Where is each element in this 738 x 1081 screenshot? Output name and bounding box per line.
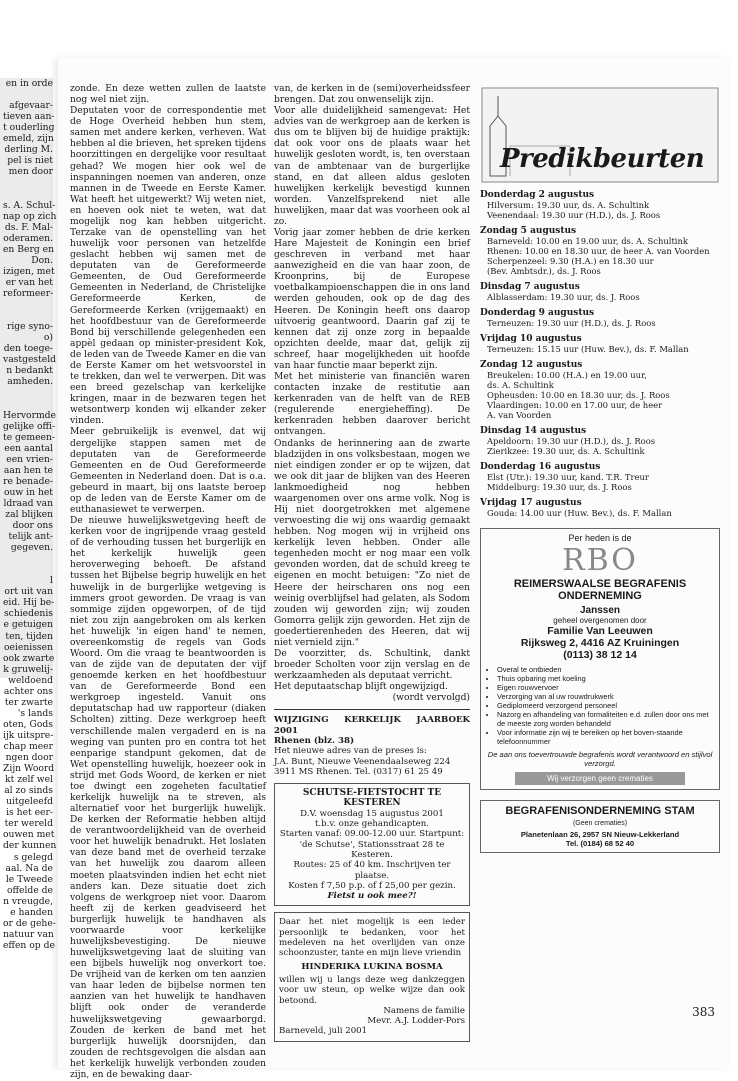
predikbeurt-entry <box>480 308 720 328</box>
prev-page-line: aan hen te <box>3 464 53 476</box>
ad1-top: Per heden is de <box>568 533 632 543</box>
predikbeurt-detail: Terneuzen: 19.30 uur (H.D.), ds. J. Roos <box>487 318 656 328</box>
prev-page-line: weldoend <box>8 674 53 686</box>
divider <box>274 709 470 710</box>
ad1-addr: Rijksweg 2, 4416 AZ Kruiningen <box>520 637 680 649</box>
dank-line: Namens de familie <box>383 1005 465 1016</box>
dank-line: Daar het niet mogelijk is een ieder persoonlijk te bedanken, voor het medeleven na het overlijden van onze schoonzuster, tante en mijn lieve vriendin <box>279 917 465 959</box>
prev-page-line: t ouderling <box>3 122 55 134</box>
dank-line: Barneveld, juli 2001 <box>279 1026 368 1037</box>
predikbeurten-title: Predikbeurten <box>500 144 705 174</box>
prev-page-line: schiedenis <box>3 608 53 620</box>
dankbetuiging-box <box>274 912 470 1041</box>
prev-page-line: aal. Na de <box>5 862 53 874</box>
col1-para: zonde. En deze wetten zullen de laatste nog wel niet zijn. <box>70 84 266 106</box>
prev-page-line: ten, tijden <box>5 630 53 642</box>
col2-para: van, de kerken in de (semi)overheidssfeer brengen. Dat zou onwenselijk zijn. <box>274 84 470 106</box>
fiets-slogan: Fietst u ook mee?! <box>327 891 417 902</box>
predikbeurt-detail: Middelburg: 19.30 uur, ds. J. Roos <box>487 482 632 492</box>
prev-page-line: natuur van <box>3 928 54 940</box>
jaarboek-notice <box>274 715 470 777</box>
prev-page-line: oderamen. <box>3 232 53 244</box>
fiets-line: Starten vanaf: 09.00-12.00 uur. Startpunt: <box>279 829 465 840</box>
predikbeurt-detail: Rhenen: 10.00 en 18.30 uur, de heer A. van Voorden <box>487 246 710 256</box>
prev-page-line: ouwen met <box>3 829 55 841</box>
prev-page-line: Zijn Woord <box>3 763 55 775</box>
previous-page-strip <box>0 78 57 951</box>
prev-page-line: ter wereld <box>4 818 53 830</box>
dank-line: willen wij u langs deze weg dankzeggen voor uw steun, op welke wijze dan ook betoond. <box>279 974 465 1006</box>
prev-page-line: en in orde <box>5 78 53 89</box>
ad1-bullet: • Eigen rouwvervoer <box>497 683 715 692</box>
predikbeurt-entry <box>480 282 720 302</box>
predikbeurt-detail: Scherpenzeel: 9.30 (H.A.) en 18.30 uur <box>487 256 654 266</box>
prev-page-line: al zo sinds <box>4 785 53 797</box>
predikbeurt-date: Dinsdag 14 augustus <box>480 426 587 436</box>
prev-page-line: ort uit van <box>4 586 53 598</box>
predikbeurt-entry <box>480 334 720 354</box>
prev-page-line: nap op zich <box>3 210 57 222</box>
predikbeurt-entry <box>480 498 720 518</box>
predikbeurt-detail: Breukelen: 10.00 (H.A.) en 19.00 uur, <box>487 370 647 380</box>
ad1-owner: Janssen <box>579 605 621 616</box>
ad1-bullets <box>485 665 715 746</box>
prev-page-line: gegeven. <box>10 542 53 554</box>
prev-page-line: afgevaar- <box>9 100 53 112</box>
predikbeurt-date: Donderdag 2 augustus <box>480 190 595 200</box>
prev-page-line: l <box>50 575 53 587</box>
prev-page-line: zal blijken <box>5 508 53 520</box>
prev-page-line: e getuigen <box>3 619 53 631</box>
prev-page-line: amheden. <box>7 376 53 388</box>
ad1-sub: geheel overgenomen door <box>553 616 647 625</box>
predikbeurt-date: Zondag 5 augustus <box>480 226 577 236</box>
col2-para: De voorzitter, ds. Schultink, dankt broeder Scholten voor zijn verslag en de werkzaamheden als deputaat verricht. <box>274 648 470 682</box>
prev-page-line: re benade- <box>3 475 53 487</box>
prev-page-line: offelde de <box>7 884 53 896</box>
ad-reimerswaalse <box>480 528 720 790</box>
ad1-bullet: • Thuis opbaring met koeling <box>497 674 715 683</box>
prev-page-line: oten, Gods <box>3 718 53 730</box>
fietstocht-box <box>274 783 470 906</box>
predikbeurt-detail: Opheusden: 10.00 en 18.30 uur, ds. J. Roos <box>487 390 670 400</box>
predikbeurt-entry <box>480 190 720 220</box>
column-1 <box>70 84 266 1081</box>
prev-page-line: izigen, met <box>3 265 55 277</box>
prev-page-line: ds. F. Mal- <box>4 221 53 233</box>
prev-page-line: 's lands <box>17 707 53 719</box>
prev-page-line: men door <box>8 166 53 178</box>
predikbeurt-detail: Elst (Utr.): 19.30 uur, kand. T.R. Treur <box>487 472 649 482</box>
ad1-bullet: • Nazorg en afhandeling van formaliteiten e.d. zullen door ons met de meeste zorg worden behandeld <box>497 710 715 728</box>
prev-page-line: or de gehe- <box>3 917 56 929</box>
prev-page-line: ook zwarte <box>3 652 55 664</box>
prev-page-line: n bedankt <box>6 365 53 377</box>
col1-para: De nieuwe huwelijkswetgeving heeft de kerken voor de ingrijpende vraag gesteld of de verhouding tussen het burgerlijk en het kerkelijk huwelijk geen heroverweging behoeft. De afstand tussen het Bijbelse begrip huwelijk en het huwelijk in de burgerlijke wetgeving is immers groot geworden. De vraag is van sommige zijden opgeworpen, of de tijd niet zou zijn aangebroken om als kerken het huwelijk 'in eigen hand' te nemen, overeenkomstig de regels van Gods Woord. Om die vraag te beantwoorden is van de zijde van de deputaten der vijf genoemde kerken en het hoofdbestuur van de Gereformeerde Bond een werkgroep ingesteld. Vanuit ons deputatschap had uw rapporteur (diaken Scholten) zitting. Deze werkgroep heeft verschillende malen vergaderd en is na weging van punten pro en contra tot het eenparige standpunt gekomen, dat de Wet openstelling huwelijk, hoezeer ook in strijd met Gods Woord, de kerken er niet toe dwingt een zogeheten facultatief kerkelijk huwelijk na te streven, als alternatief voor het burgerlijk huwelijk. De kerken der Reformatie hebben altijd de verantwoordelijkheid van de overheid voor het huwelijk benadrukt. Het loslaten van deze band met de overheid terzake van het huwelijk zou daarom alleen moeten plaatsvinden indien het echt niet anders kan. Deze situatie doet zich volgens de werkgroep niet voor. Daarom heeft zij de kerken geadviseerd het burgerlijk huwelijk te handhaven als voorwaarde voor kerkelijke huwelijksbevestiging. De nieuwe huwelijkswetgeving laat de sluiting van een bijbels huwelijk nog onverkort toe. De vrijheid van de kerken om ten aanzien van haar leden de bijbelse normen ten aanzien van het huwelijk te handhaven blijft ook onder de veranderde huwelijkswetgeving gewaarborgd. Zouden de kerken de band met het burgerlijk huwelijk doorsnijden, dan zouden de rechtsgevolgen die alsdan aan het kerkelijk huwelijk verbonden zouden zijn, en de bewaking daar- <box>70 516 266 1080</box>
predikbeurt-detail: (Bev. Ambtsdr.), ds. J. Roos <box>487 266 601 276</box>
predikbeurten-list <box>480 190 720 518</box>
fiets-line: Routes: 25 of 40 km. Inschrijven ter plaatse. <box>293 860 451 881</box>
predikbeurt-entry <box>480 226 720 276</box>
ad1-tel: (0113) 38 12 14 <box>563 649 637 661</box>
ad1-bullet: • Overal te ontbieden <box>497 665 715 674</box>
predikbeurt-date: Donderdag 9 augustus <box>480 308 595 318</box>
jaarboek-line: 3911 MS Rhenen. Tel. (0317) 61 25 49 <box>274 766 443 777</box>
prev-page-line: oeienissen <box>4 641 53 653</box>
prev-page-line: ijk uitspre- <box>3 729 54 741</box>
ad2-tel: Tel. (0184) 68 52 40 <box>565 839 635 848</box>
fiets-title: SCHUTSE-FIETSTOCHT TE KESTEREN <box>302 788 442 809</box>
rbo-logo: RBO <box>562 543 638 578</box>
ad1-bullet: • Gediplomeerd verzorgend personeel <box>497 701 715 710</box>
ad2-sub: (Geen crematies) <box>572 820 628 827</box>
fiets-line: D.V. woensdag 15 augustus 2001 <box>300 808 444 819</box>
ad1-bullet: • Voor informatie zijn wij te bereiken op het boven-staande telefoonnummer <box>497 728 715 746</box>
prev-page-line: emeld, zijn <box>3 133 54 145</box>
dank-name: HINDERIKA LUKINA BOSMA <box>301 961 443 972</box>
predikbeurt-detail: Alblasserdam: 19.30 uur, ds. J. Roos <box>487 292 640 302</box>
predikbeurt-detail: A. van Voorden <box>487 410 552 420</box>
ad1-bullet: • Verzorging van al uw rouwdrukwerk <box>497 692 715 701</box>
ad1-note: De aan ons toevertrouwde begrafenis wordt verantwoord en stijlvol verzorgd. <box>487 750 713 768</box>
prev-page-line: derling M. <box>4 144 53 156</box>
prev-page-line: chap meer <box>3 741 53 752</box>
predikbeurt-detail: Zierikzee: 19.30 uur, ds. A. Schultink <box>487 446 645 456</box>
prev-page-line: Hervormde <box>3 409 56 421</box>
predikbeurt-detail: ds. A. Schultink <box>487 380 554 390</box>
page-number: 383 <box>692 1005 715 1019</box>
prev-page-line: der kunnen <box>3 840 57 852</box>
jaarboek-line: Het nieuwe adres van de preses is: <box>274 746 427 757</box>
prev-page-line: rige syno- <box>6 321 53 333</box>
prev-page-line: den toege- <box>3 343 53 355</box>
prev-page-line: er van het <box>5 276 53 288</box>
ad2-name: BEGRAFENISONDERNEMING STAM <box>505 805 695 817</box>
prev-page-line: kt zelf wel <box>5 774 53 786</box>
prev-page-line: telijk ant- <box>8 531 53 543</box>
prev-page-line: n vreugde, <box>3 895 53 907</box>
col2-para: Ondanks de herinnering aan de zwarte bladzijden in ons volksbestaan, mogen we niet eindigen zonder er op te wijzen, dat we ook dit jaar de blijken van des Heeren lankmoedigheid nog hebben waargenomen over ons arme volk. Nog is Hij niet doorgetrokken met algemene verwoesting die wij ons waardig gemaakt hebben. Nog mogen wij in vrijheid ons kerkelijk leven hebben. Onder alle tegenheden mocht er nog maar een volk gevonden worden, dat de schuld kreeg te eigenen en mocht betuigen: "Zo niet de Heere der heirscharen ons nog een weinig overblijfsel had gelaten, als Sodom zouden wij geworden zijn; wij zouden Gomorra gelijk zijn geworden. Het zijn de goedertierenheden des Heeren, dat wij niet vernield zijn." <box>274 438 470 648</box>
prev-page-line: s. A. Schul- <box>3 199 56 211</box>
predikbeurten-banner <box>480 86 720 184</box>
predikbeurt-detail: Terneuzen: 15.15 uur (Huw. Bev.), ds. F. Mallan <box>487 344 689 354</box>
col2-para: Voor alle duidelijkheid samengevat: Het advies van de werkgroep aan de kerken is dus om te blijven bij de huidige praktijk: dat ook voor ons de plaats waar het huwelijk gesloten wordt, is, ten overstaan van de ambtenaar van de burgerlijke stand, en dat alleen aldus gesloten huwelijken kerkelijk bevestigd kunnen worden. Vanzelfsprekend niet alle huwelijken, maar dat was voorheen ook al zo. <box>274 106 470 227</box>
predikbeurt-entry <box>480 360 720 420</box>
col2-para: Het deputaatschap blijft ongewijzigd. <box>274 682 448 693</box>
dank-line: Mevr. A.J. Lodder-Pors <box>367 1016 465 1027</box>
jaarboek-line: J.A. Bunt, Nieuwe Veenendaalseweg 224 <box>274 756 451 767</box>
prev-page-line: k gruwelij- <box>3 663 53 675</box>
predikbeurt-entry <box>480 426 720 456</box>
predikbeurt-date: Zondag 12 augustus <box>480 360 583 370</box>
predikbeurt-date: Vrijdag 17 augustus <box>480 498 582 508</box>
fiets-line: t.b.v. onze gehandicapten. <box>314 819 430 830</box>
col2-para: Met het ministerie van financiën waren contacten inzake de restitutie aan kerkenraden van de helft van de REB (regulerende energieheffing). De kerkenraden hebben daarover bericht ontvangen. <box>274 372 470 438</box>
ad1-bar: Wij verzorgen geen crematies <box>515 772 685 785</box>
prev-page-line: Don. <box>31 254 53 266</box>
prev-page-line: reformeer- <box>3 287 54 299</box>
prev-page-line: ter zwarte <box>4 696 53 708</box>
fiets-line: 'de Schutse', Stationsstraat 28 te Kesteren. <box>299 839 445 860</box>
ad-stam <box>480 800 720 853</box>
predikbeurt-detail: Apeldoorn: 19.30 uur (H.D.), ds. J. Roos <box>487 436 656 446</box>
col2-para: Vorig jaar zomer hebben de drie kerken Hare Majesteit de Koningin een brief geschreven in verband met haar aanwezigheid en die van haar zoon, de Kroonprins, bij de Europese voetbalkampioenschappen die in ons land werden gehouden, ook op de dag des Heeren. De Koningin heeft ons daarop uitvoerig geantwoord. Daarin gaf zij te kennen dat zij onze zorg in bepaalde opzichten deelde, maar dat, gelijk zij schreef, haar mogelijkheden uit hoofde van haar functie maar beperkt zijn. <box>274 228 470 371</box>
predikbeurt-detail: Hilversum: 19.30 uur, ds. A. Schultink <box>487 200 650 210</box>
prev-page-line: ldraad van <box>3 497 53 509</box>
ad1-fam: Familie Van Leeuwen <box>547 625 653 637</box>
prev-page-line: vastgesteld <box>3 354 57 366</box>
ad2-addr: Planetenlaan 26, 2957 SN Nieuw-Lekkerland <box>520 830 680 839</box>
prev-page-line: e handen <box>10 906 53 918</box>
wordt-vervolgd: (wordt vervolgd) <box>392 693 470 704</box>
prev-page-line: een aantal <box>4 442 53 454</box>
prev-page-line: te gemeen- <box>3 431 55 443</box>
predikbeurt-detail: Vlaardingen: 10.00 en 17.00 uur, de heer <box>487 400 663 410</box>
prev-page-line: door ons <box>12 520 53 531</box>
predikbeurt-date: Donderdag 16 augustus <box>480 462 601 472</box>
prev-page-line: achter ons <box>3 685 53 697</box>
ad1-name: ONDERNEMING <box>558 590 642 602</box>
prev-page-line: pel is niet <box>7 155 53 167</box>
prev-page-line: effen op de <box>3 939 55 951</box>
prev-page-line: s gelegd <box>13 851 53 863</box>
prev-page-line: en Berg en <box>3 243 55 255</box>
col1-para: Deputaten voor de correspondentie met de Hoge Overheid hebben hun stem, samen met andere kerken, verheven. Wat hebben al die brieven, het spreken tijdens hoorzittingen en dergelijke voor resultaat gehad? We mogen hier ook wel de inspanningen noemen van anderen, onze mannen in de Tweede en Eerste Kamer. Wat heeft het uitgewerkt? Wij weten niet, en hoeven ook niet te weten, wat dat mogelijk nog kan hebben uitgericht. Terzake van de openstelling van het huwelijk voor personen van hetzelfde geslacht hebben wij samen met de deputaten van de Gereformeerde Gemeenten, de Oud Gereformeerde Gemeenten in Nederland, de Christelijke Gereformeerde Kerken, de Gereformeerde Kerken (vrijgemaakt) en het hoofdbestuur van de Gereformeerde Bond bij verschillende gelegenheden een appèl gedaan op minister-president Kok, de leden van de Tweede Kamer en die van de Eerste Kamer om het wetsvoorstel in te trekken, dan wel te verwerpen. Dit was een breed gezelschap van kerkelijke kringen, maar in de bezwaren tegen het wetsontwerp konden wij elkander zeker vinden. <box>70 106 266 427</box>
prev-page-line: o) <box>43 332 53 344</box>
prev-page-line: le Tweede <box>5 873 53 885</box>
predikbeurt-date: Dinsdag 7 augustus <box>480 282 580 292</box>
predikbeurt-detail: Veenendaal: 19.30 uur (H.D.), ds. J. Roos <box>487 210 661 220</box>
prev-page-line: eid. Hij be- <box>3 597 55 609</box>
sidebar <box>480 86 720 853</box>
magazine-page <box>58 58 730 1080</box>
jaarboek-place: Rhenen (blz. 38) <box>274 735 355 746</box>
ad1-name: REIMERSWAALSE BEGRAFENIS <box>513 578 687 590</box>
jaarboek-title: WIJZIGING KERKELIJK JAARBOEK 2001 <box>274 715 470 736</box>
predikbeurt-detail: Gouda: 14.00 uur (Huw. Bev.), ds. F. Mallan <box>487 508 672 518</box>
predikbeurt-entry <box>480 462 720 492</box>
prev-page-line: ouw in het <box>3 486 53 498</box>
prev-page-line: uitgeleefd <box>6 796 53 808</box>
prev-page-line: gelijke offi- <box>3 420 56 432</box>
col1-para: Meer gebruikelijk is evenwel, dat wij dergelijke stappen samen met de deputaten van de Gereformeerde Gemeenten en de Oud Gereformeerde Gemeenten in Nederland doen. Dat is o.a. gebeurd in maart, bij ons laatste beroep op de leden van de Eerste Kamer om de euthanasiewet te verwerpen. <box>70 427 266 515</box>
predikbeurt-date: Vrijdag 10 augustus <box>480 334 582 344</box>
predikbeurt-detail: Barneveld: 10.00 en 19.00 uur, ds. A. Schultink <box>487 236 688 246</box>
prev-page-line: een vrien- <box>6 453 53 465</box>
prev-page-line: ngen door <box>5 752 53 764</box>
column-2 <box>274 84 470 1042</box>
prev-page-line: tieven aan- <box>3 111 55 123</box>
prev-page-line: is het eer- <box>6 807 53 819</box>
fiets-line: Kosten f 7,50 p.p. of f 25,00 per gezin. <box>288 880 456 891</box>
